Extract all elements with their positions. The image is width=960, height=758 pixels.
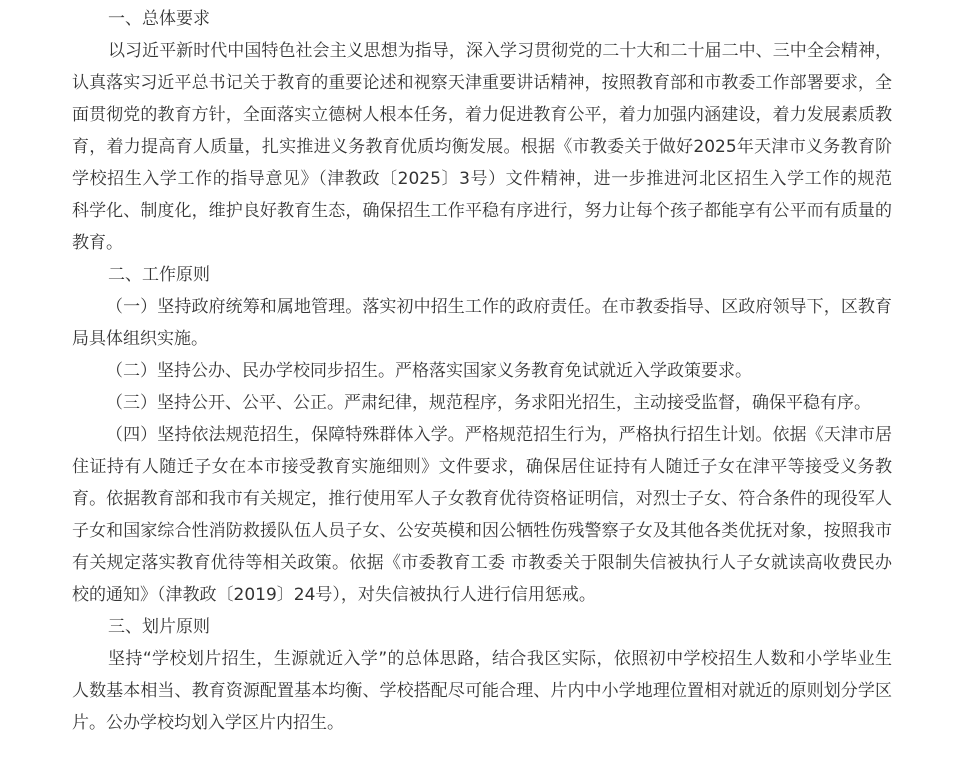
document-body (72, 3, 892, 739)
paragraph-line: 以习近平新时代中国特色社会主义思想为指导，深入学习贯彻党的二十大和二十届二中、三中全会精神， (108, 41, 892, 61)
paragraph-line: 坚持“学校划片招生，生源就近入学”的总体思路，结合我区实际，依照初中学校招生人数和小学毕业生 (108, 649, 892, 669)
paragraph-line: 有关规定落实教育优待等相关政策。依据《市委教育工委 市教委关于限制失信被执行人子女就读高收费民办 (72, 553, 892, 573)
paragraph-line: （一）坚持政府统筹和属地管理。落实初中招生工作的政府责任。在市教委指导、区政府领导下，区教育 (106, 297, 892, 317)
paragraph-line: 认真落实习近平总书记关于教育的重要论述和视察天津重要讲话精神，按照教育部和市教委工作部署要求，全 (72, 73, 892, 93)
paragraph-line: 校的通知》（津教政〔2019〕24号），对失信被执行人进行信用惩戒。 (72, 585, 596, 605)
paragraph-line: 育。依据教育部和我市有关规定，推行使用军人子女教育优待资格证明信，对烈士子女、符合条件的现役军人 (72, 489, 892, 509)
section-heading-zoning-principles: 三、划片原则 (108, 617, 210, 637)
paragraph-line: （二）坚持公办、民办学校同步招生。严格落实国家义务教育免试就近入学政策要求。 (106, 361, 752, 381)
paragraph-line: 子女和国家综合性消防救援队伍人员子女、公安英模和因公牺牲伤残警察子女及其他各类优抚对象，按照我市 (72, 521, 892, 541)
paragraph-line: 教育。 (72, 233, 123, 253)
paragraph-line: （三）坚持公开、公平、公正。严肃纪律，规范程序，务求阳光招生，主动接受监督，确保平稳有序。 (106, 393, 871, 413)
paragraph-line: 学校招生入学工作的指导意见》（津教政〔2025〕3号）文件精神，进一步推进河北区招生入学工作的规范 (72, 169, 892, 189)
paragraph-line: 片。公办学校均划入学区片内招生。 (72, 713, 344, 733)
paragraph-line: 人数基本相当、教育资源配置基本均衡、学校搭配尽可能合理、片内中小学地理位置相对就近的原则划分学区 (72, 681, 892, 701)
paragraph-line: 局具体组织实施。 (72, 329, 208, 349)
paragraph-line: 面贯彻党的教育方针，全面落实立德树人根本任务，着力促进教育公平，着力加强内涵建设，着力发展素质教 (72, 105, 892, 125)
paragraph-line: （四）坚持依法规范招生，保障特殊群体入学。严格规范招生行为，严格执行招生计划。依据《天津市居 (106, 425, 892, 445)
section-heading-work-principles: 二、工作原则 (108, 265, 210, 285)
paragraph-line: 科学化、制度化，维护良好教育生态，确保招生工作平稳有序进行，努力让每个孩子都能享有公平而有质量的 (72, 201, 892, 221)
paragraph-line: 住证持有人随迁子女在本市接受教育实施细则》文件要求，确保居住证持有人随迁子女在津平等接受义务教 (72, 457, 892, 477)
paragraph-line: 育，着力提高育人质量，扎实推进义务教育优质均衡发展。根据《市教委关于做好2025年天津市义务教育阶 (72, 137, 892, 157)
section-heading-overall-requirements: 一、总体要求 (108, 9, 210, 29)
